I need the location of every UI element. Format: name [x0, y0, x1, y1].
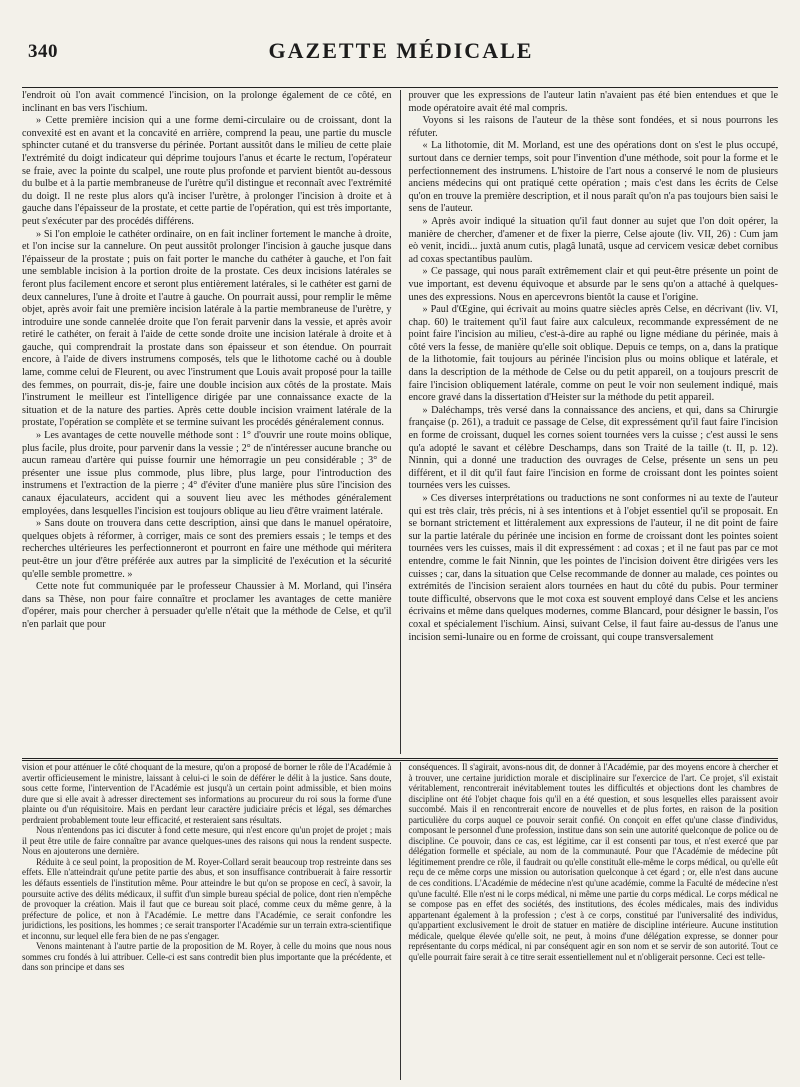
paragraph: conséquences. Il s'agirait, avons-nous dit, de donner à l'Académie, par des moyens encore à chercher et à trouver, une certaine juridiction morale et disciplinaire sur l'exercice de l'art. Ce projet, s'il existait véritablement, rencontrerait inévitablement toutes les difficultés et objections dont les chambres de discipline ont été l'objet chaque fois qu'il en a été question, et sous lesquelles elles paraissent avoir succombé. Mais il en rencontrerait encore de nouvelles et de plus fortes, en raison de la position particulière du corps auquel ce pouvoir serait confié. On conçoit en effet qu'une classe d'individus, composant le personnel d'une profession, institue dans son sein une autorité quelconque de police ou de discipline. Ce pouvoir, dans ce cas, est légitime, car il est consenti par tous, et n'est exercé que par délégation formelle et spéciale, au nom de la communauté. Pour que l'Académie de médecine pût légitimement prendre ce rôle, il faudrait ou qu'elle constituât elle-même le corps médical, ou qu'elle eût reçu de ce même corps une mission ou autorisation quelconque à cet égard ; or, elle n'est dans aucune de ces conditions. L'Académie de médecine n'est qu'une académie, comme la Faculté de médecine n'est qu'une faculté. Elle n'est ni le corps médical, ni même une partie du corps médical. Le corps médical ne se compose pas en effet des sociétés, des institutions, des écoles médicales, mais des individus appartenant également à la profession ; c'est à ce corps, constitué par l'universalité des individus, qu'appartient exclusivement le droit de statuer en matière de discipline intérieure. Aucune institution médicale, quelque élevée qu'elle soit, ne peut, à moins d'une délégation expresse, se donner pour représentante du corps médical, ni par conséquent agir en son nom et se servir de son autorité. Tout ce qu'elle pourrait faire serait à ce titre serait essentiellement nul et n'obligerait personne. Ceci est telle-: [408, 762, 778, 962]
section-separator-rule: [22, 758, 778, 761]
top-right-column: [401, 90, 779, 754]
top-left-column: [22, 90, 400, 754]
paragraph: Cette note fut communiquée par le professeur Chaussier à M. Morland, qui l'inséra dans sa Thèse, non pour faire connaître et proclamer les avantages de cette manière d'opérer, mais pour chercher à persuader qu'elle n'était que la méthode de Celse, et qu'il n'en parlait que pour: [22, 581, 392, 630]
paragraph: Voyons si les raisons de l'auteur de la thèse sont fondées, et si nous pourrons les réfuter.: [408, 115, 778, 139]
paragraph: vision et pour atténuer le côté choquant de la mesure, qu'on a proposé de borner le rôle de l'Académie à avertir officieusement le ministre, laissant à celui-ci le soin de déférer le délit à la justice. Sans doute, sous cette forme, l'intervention de l'Académie est jusqu'à un certain point admissible, et bien moins dure que si elle avait à adresser directement ses informations au procureur du roi sous la forme d'une plainte ou d'un réquisitoire. Mais en perdant leur caractère judiciaire précis et légal, ses démarches perdraient probablement toute leur efficacité, et resteraient sans résultats.: [22, 762, 392, 825]
paragraph: » Ce passage, qui nous paraît extrêmement clair et qui peut-être présente un point de vue important, est devenu équivoque et absurde par le sens qu'on a attaché à quelques-unes des expressions. Nous en apercevrons bientôt la cause et l'origine.: [408, 266, 778, 303]
bottom-right-column: [401, 762, 779, 1080]
journal-title: GAZETTE MÉDICALE: [268, 38, 534, 63]
page-number: 340: [28, 41, 58, 62]
paragraph: prouver que les expressions de l'auteur latin n'avaient pas été bien entendues et que le mode opératoire avait été mal compris.: [408, 90, 778, 114]
paragraph: l'endroit où l'on avait commencé l'incision, on la prolonge également de ce côté, en inclinant en bas vers l'ischium.: [22, 90, 392, 114]
paragraph: » Si l'on emploie le cathéter ordinaire, on en fait incliner fortement le manche à droite, et l'on incise sur la cannelure. On peut aussitôt prolonger l'incision à gauche jusque dans l'épaisseur de la prostate ; puis on fait porter le manche du cathéter à gauche, et l'on fait une semblable incision à la portion droite de la prostate. Ces deux incisions latérales se feront plus facilement encore et seront plus entièrement latérales, si le cathéter est garni de deux cannelures, l'une à droite et l'autre à gauche. On pourrait aussi, pour remplir le même objet, après avoir fait une première incision latérale à la partie membraneuse de l'urètre, y introduire une sonde cannelée droite que l'on ferait parvenir dans la vessie, et après avoir retiré le cathéter, on ferait à l'aide de cette sonde droite une incision latérale à droite et à gauche, qui comprendrait la prostate dans son épaisseur et son étendue. On pourrait encore, à l'aide de divers instrumens composés, tels que le lithotome caché ou à double lame, comme celui de Fleurent, ou avec l'instrument que Louis avait proposé pour la taille des femmes, on pourrait, dis-je, faire une double incision aux côtés de la prostate. Mais l'instrument le meilleur est l'intelligence dirigée par une connaissance exacte de la situation et de la nature des parties. Après cette double incision vraiment latérale de la prostate, l'opération se complète et se termine suivant les procédés généralement connus.: [22, 228, 392, 429]
paragraph: » Les avantages de cette nouvelle méthode sont : 1° d'ouvrir une route moins oblique, plus facile, plus droite, pour parvenir dans la vessie ; 2° de n'intéresser aucune branche ou aucun rameau d'artère qui puisse fournir une hémorragie un peu considérable ; 3° de présenter une issue plus commode, plus libre, plus large, pour l'introduction des instrumens et l'extraction de la pierre ; 4° d'éviter d'une manière plus sûre l'incision des canaux éjaculateurs, accident qui a souvent lieu avec les méthodes généralement employées, dans lesquelles l'incision est toujours oblique au lieu d'être vraiment latérale.: [22, 430, 392, 517]
page-header: [26, 0, 776, 63]
paragraph: Venons maintenant à l'autre partie de la proposition de M. Royer, à celle du moins que nous nous sommes cru fondés à lui attribuer. Celle-ci est sans contredit bien plus importante que la précédente, et dans son principe et dans ses: [22, 941, 392, 973]
paragraph: » Sans doute on trouvera dans cette description, ainsi que dans le manuel opératoire, quelques objets à réformer, à corriger, mais ce sont des premiers essais ; le temps et des recherches ultérieures les perfectionneront et pourront en faire une méthode qui méritera peut-être un jour d'être préférée aux autres par la simplicité de l'exécution et la sécurité qu'elle semble promettre. »: [22, 518, 392, 580]
paragraph: » Paul d'Œgine, qui écrivait au moins quatre siècles après Celse, en décrivant (liv. VI, chap. 60) le traitement qu'il faut faire aux calculeux, recommande expressément de ne point faire l'incision au milieu, c'est-à-dire au raphé ou ligne médiane du périnée, mais à côté vers la fesse, de manière qu'elle soit oblique. Depuis ce temps, on a, dans la pratique de la lithotomie, fait toujours au périnée l'incision plus ou moins oblique et latérale, et dans la description de la méthode de Celse ou du petit appareil, on a toujours prescrit de faire l'incision obliquement latérale, comme on peut le voir non seulement indiqué, mais encore gravé dans la dissertation d'Heister sur la méthode du petit appareil.: [408, 304, 778, 404]
paragraph: Réduite à ce seul point, la proposition de M. Royer-Collard serait beaucoup trop restreinte dans ses effets. Elle n'atteindrait qu'une petite partie des abus, et son insuffisance contribuerait à faire ressortir les défauts essentiels de l'institution même. Pour atteindre le but qu'on se propose en cecî, à savoir, la poursuite active des délits médicaux, il suffit d'un simple bureau spécial de police, dont rien n'empêche de provoquer la création. Mais il faut que ce bureau soit placé, comme ceux du même genre, à la préfecture de police, et non à l'Académie. Le mettre dans l'Académie, ce serait confondre les juridictions, les positions, les hommes ; ce serait transporter l'Académie sur un terrain extra-scientifique et inconnu, sur lequel elle fera bien de ne pas s'engager.: [22, 856, 392, 941]
paragraph: « La lithotomie, dit M. Morland, est une des opérations dont on s'est le plus occupé, surtout dans ce dernier temps, soit pour l'invention d'une méthode, soit pour la forme et le perfectionnement des instrumens. L'histoire de l'art nous a conservé le nom de plusieurs anciens médecins qui ont pratiqué cette opération ; mais c'est dans les écrits de Celse qu'on en trouve la première description, et il nous paraît qu'on n'a pas toujours bien saisi le sens de l'auteur.: [408, 140, 778, 215]
paragraph: » Cette première incision qui a une forme demi-circulaire ou de croissant, dont la convexité est en avant et la concavité en arrière, comprend la peau, une partie du muscle sphincter cutané et du transverse du périnée. Portant aussitôt dans le milieu de cette plaie l'extrémité du doigt indicateur qui déprime toujours l'anus et écarte le rectum, l'opérateur se fraie, avec la pointe du scalpel, une route plus profonde et parvient bientôt au-dessous du bulbe et à la partie membraneuse de l'urètre qu'il distingue et reconnaît avec l'extrémité du doigt. Il ne reste plus alors qu'à inciser l'urètre, à prolonger l'incision à droite et à gauche dans l'épaisseur de la prostate, et cette partie de l'opération, qui est très importante, peut s'exécuter par des procédés différens.: [22, 115, 392, 227]
top-article-block: [22, 90, 778, 754]
paragraph: Nous n'entendons pas ici discuter à fond cette mesure, qui n'est encore qu'un projet de projet ; mais il peut être utile de faire connaître par avance quelques-unes des raisons qui nous la rendent suspecte. Nous en ajouterons une dernière.: [22, 825, 392, 857]
paragraph: » Daléchamps, très versé dans la connaissance des anciens, et qui, dans sa Chirurgie française (p. 261), a traduit ce passage de Celse, dit expressément qu'il faut faire l'incision en forme de croissant, duquel les cornes soient tournées vers la cuisse ; c'est aussi le sens qu'a adopté le savant et célèbre Deschamps, dans son Traité de la taille (t. II, p. 12). Ninnin, qui a donné une traduction des ouvrages de Celse, présente un sens un peu différent, et il dit qu'il faut faire l'incision en forme de croissant dont les pointes soient tournées vers les cuisses.: [408, 404, 778, 492]
paragraph: » Ces diverses interprétations ou traductions ne sont conformes ni au texte de l'auteur qui est très clair, très précis, ni à ses intentions et à l'objet essentiel qu'il se proposait. En se bornant strictement et littéralement aux expressions de l'auteur, il ne dit point de faire sur la partie latérale du périnée une incision en forme de croissant dont les pointes soient tournées vers les cuisses, mais il dit expressément : ad coxas ; et il ne faut pas par ce mot entendre, comme le fait Ninnin, que les pointes de l'incision doivent être dirigées vers les cuisses ; car, dans la situation que Celse recommande de donner au malade, ces pointes ou extrémités de l'incision seraient alors tournées en haut du côté du pubis. Pour terminer toute difficulté, observons que le mot coxa est souvent employé dans Celse et les anciens écrivains et même dans quelques modernes, comme Blancard, pour désigner le bassin, l'os coxal et spécialement l'ischium. Ainsi, suivant Celse, il faut faire au-dessus de l'anus une incision semi-lunaire ou en forme de croissant, qui coupe transversalement: [408, 493, 778, 643]
header-rule: [22, 87, 778, 88]
paragraph: » Après avoir indiqué la situation qu'il faut donner au sujet que l'on doit opérer, la manière de chercher, d'amener et de fixer la pierre, Celse ajoute (liv. VII, 26) : Cum jam eò venit, incidi... juxtà anum cutis, plagâ lunatâ, usque ad cervicem vesicæ debet cornibus ad coxas spectantibus paulùm.: [408, 215, 778, 265]
bottom-article-block: [22, 762, 778, 1080]
bottom-left-column: [22, 762, 400, 1080]
